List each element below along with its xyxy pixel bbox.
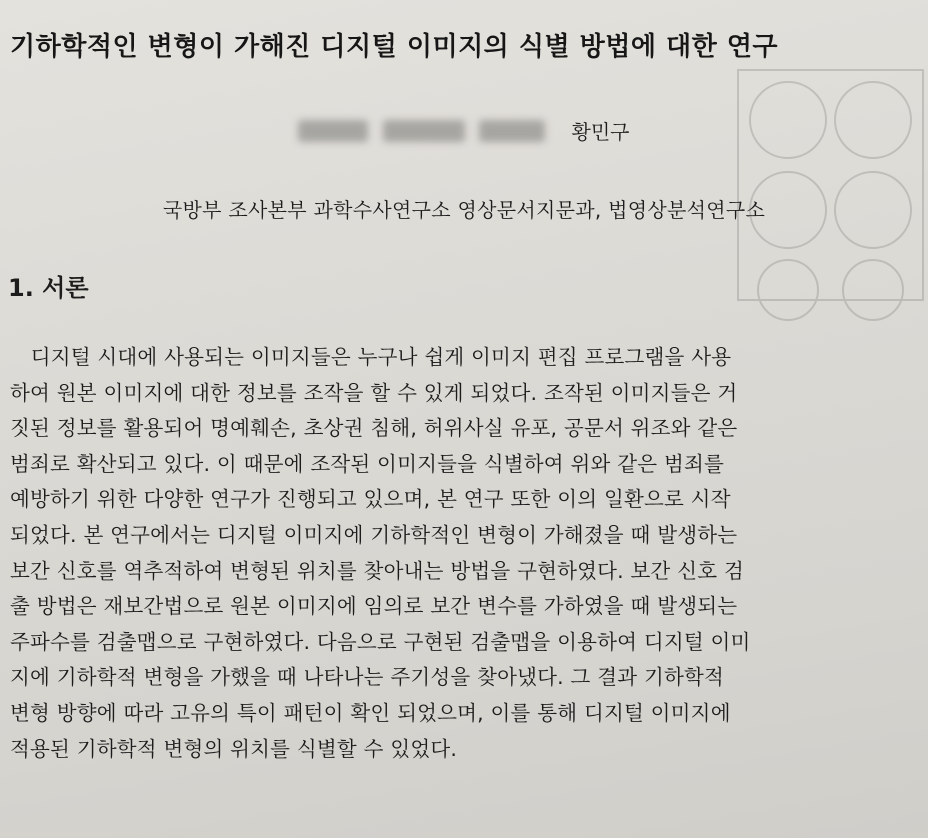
section-heading: 1. 서론: [8, 274, 89, 302]
body-line: 지에 기하학적 변형을 가했을 때 나타나는 주기성을 찾아냈다. 그 결과 기하학적: [10, 665, 724, 690]
section-body: [10, 340, 910, 767]
author-line: [0, 116, 928, 145]
body-line: 짓된 정보를 활용되어 명예훼손, 초상권 침해, 허위사실 유포, 공문서 위조와 같은: [10, 416, 738, 441]
body-line: 변형 방향에 따라 고유의 특이 패턴이 확인 되었으며, 이를 통해 디지털 이미지에: [10, 700, 731, 725]
body-line: 되었다. 본 연구에서는 디지털 이미지에 기하학적인 변형이 가해졌을 때 발생하는: [10, 522, 738, 547]
body-line: 보간 신호를 역추적하여 변형된 위치를 찾아내는 방법을 구현하였다. 보간 신호 검: [10, 558, 744, 583]
paper-title: 기하학적인 변형이 가해진 디지털 이미지의 식별 방법에 대한 연구: [10, 32, 779, 62]
redacted-author-3: [479, 120, 545, 142]
redacted-author-1: [298, 120, 368, 142]
author-name: 황민구: [571, 120, 630, 144]
body-line: 하여 원본 이미지에 대한 정보를 조작을 할 수 있게 되었다. 조작된 이미지들은 거: [10, 380, 738, 405]
redacted-author-2: [383, 120, 465, 142]
body-line: 범죄로 확산되고 있다. 이 때문에 조작된 이미지들을 식별하여 위와 같은 범죄를: [10, 451, 724, 476]
author-affiliation: 국방부 조사본부 과학수사연구소 영상문서지문과, 법영상분석연구소: [162, 198, 766, 222]
body-line: 주파수를 검출맵으로 구현하였다. 다음으로 구현된 검출맵을 이용하여 디지털 이미: [10, 629, 751, 654]
body-line: 디지털 시대에 사용되는 이미지들은 누구나 쉽게 이미지 편집 프로그램을 사용: [10, 345, 732, 369]
body-line: 출 방법은 재보간법으로 원본 이미지에 임의로 보간 변수를 가하였을 때 발생되는: [10, 594, 738, 619]
body-line: 예방하기 위한 다양한 연구가 진행되고 있으며, 본 연구 또한 이의 일환으로 시작: [10, 487, 731, 512]
body-line: 적용된 기하학적 변형의 위치를 식별할 수 있었다.: [10, 736, 458, 761]
